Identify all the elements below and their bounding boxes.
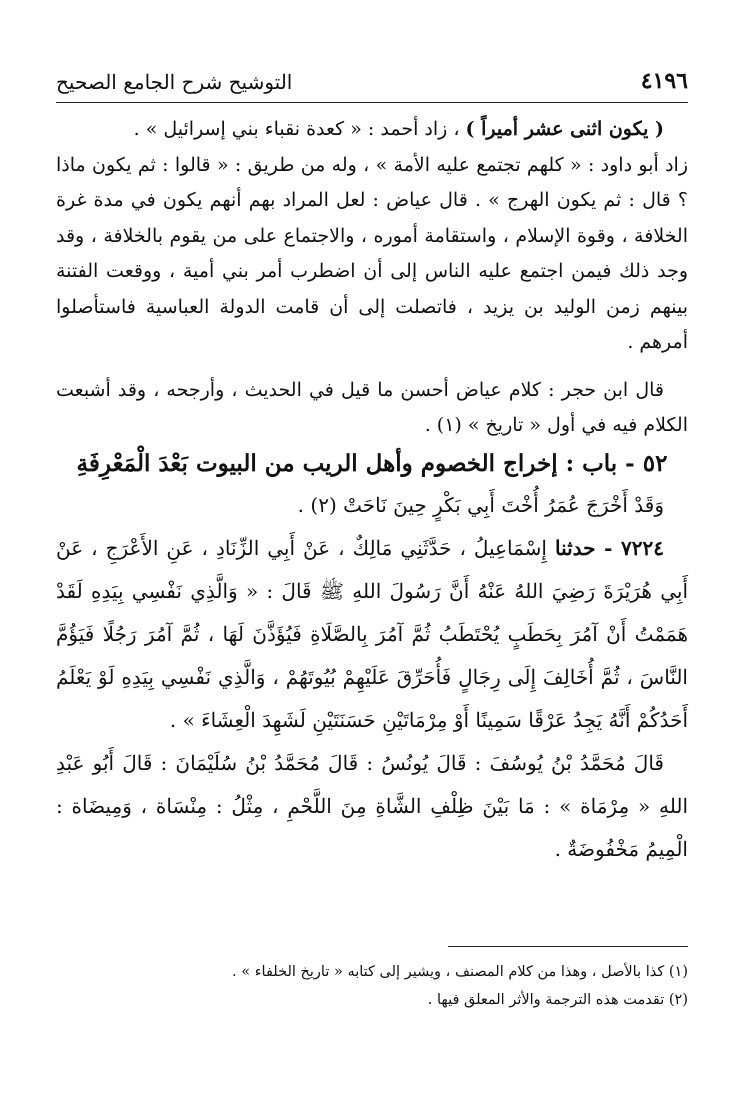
chapter-heading: ٥٢ - باب : إخراج الخصوم وأهل الريب من البيوت بَعْدَ الْمَعْرِفَةِ [76, 449, 668, 477]
footnotes [56, 958, 688, 1014]
hadith-paragraph [56, 527, 688, 742]
header-divider [56, 102, 688, 103]
chapter-note: وَقَدْ أَخْرَجَ عُمَرُ أُخْتَ أَبِي بَكْرٍ حِينَ نَاحَتْ (٢) . [297, 492, 664, 517]
commentary-paragraph-2: قال ابن حجر : كلام عياض أحسن ما قيل في الحديث ، وأرجحه ، وقد أشبعت الكلام فيه في أول « تاريخ » (١) . [56, 378, 688, 436]
quoted-phrase: ( يكون اثنى عشر أميراً ) [465, 118, 664, 140]
opening-line [56, 112, 688, 148]
page-number: ٤١٩٦ [640, 68, 688, 94]
footnote-2: (٢) تقدمت هذه الترجمة والأثر المعلق فيها . [427, 992, 688, 1008]
footnote-1: (١) كذا بالأصل ، وهذا من كلام المصنف ، ويشير إلى كتابه « تاريخ الخلفاء » . [232, 964, 688, 980]
spacer [56, 361, 688, 373]
opening-line-rest: ، زاد أحمد : « كعدة نقباء بني إسرائيل » . [133, 118, 466, 140]
hadith-number: ٧٢٢٤ - حدثنا [554, 535, 664, 560]
explanation-paragraph: قَالَ مُحَمَّدُ بْنُ يُوسُفَ : قَالَ يُونُسُ : قَالَ مُحَمَّدُ بْنُ سُلَيْمَانَ : قَالَ أَبُو عَبْدِ اللهِ « مِرْمَاة » : مَا بَيْنَ ظِلْفِ الشَّاةِ مِنَ اللَّحْمِ ، مِثْلُ : مِنْسَاة ، وَمِيضَاة : الْمِيمُ مَخْفُوضَةٌ . [56, 750, 688, 861]
running-title: التوشيح شرح الجامع الصحيح [56, 70, 293, 94]
commentary-paragraph-1: زاد أبو داود : « كلهم تجتمع عليه الأمة » ، وله من طريق : « قالوا : ثم يكون ماذا ؟ قال : ثم يكون الهرج » . قال عياض : لعل المراد بهم أنهم يكون في مدة غرة الخلافة ، وقوة الإسلام ، واستقامة أموره ، والاجتماع على من يقوم بالخلافة ، وقد وجد ذلك فيمن اجتمع عليه الناس إلى أن اضطرب أمر بني أمية ، ووقعت الفتنة بينهم زمن الوليد بن يزيد ، فاتصلت إلى أن قامت الدولة العباسية فاستأصلوا أمرهم . [56, 153, 688, 353]
page-header [56, 64, 688, 94]
main-text [56, 112, 688, 871]
footnote-divider [448, 946, 688, 947]
hadith-text: إِسْمَاعِيلُ ، حَدَّثَنِي مَالِكٌ ، عَنْ أَبِي الزِّنَادِ ، عَنِ الأَعْرَجِ ، عَنْ أَبِي هُرَيْرَةَ رَضِيَ اللهُ عَنْهُ أَنَّ رَسُولَ اللهِ ﷺ قَالَ : « وَالَّذِي نَفْسِي بِيَدِهِ لَقَدْ هَمَمْتُ أَنْ آمُرَ بِحَطَبٍ يُحْتَطَبُ ثُمَّ آمُرَ بِالصَّلَاةِ فَيُؤَذَّنَ لَهَا ، ثُمَّ آمُرَ رَجُلًا فَيَؤُمَّ النَّاسَ ، ثُمَّ أُخَالِفَ إِلَى رِجَالٍ فَأُحَرِّقَ عَلَيْهِمْ بُيُوتَهُمْ ، وَالَّذِي نَفْسِي بِيَدِهِ لَوْ يَعْلَمُ أَحَدُكُمْ أَنَّهُ يَجِدُ عَرْقًا سَمِينًا أَوْ مِرْمَاتَيْنِ حَسَنَتَيْنِ لَشَهِدَ الْعِشَاءَ » . [56, 535, 688, 732]
